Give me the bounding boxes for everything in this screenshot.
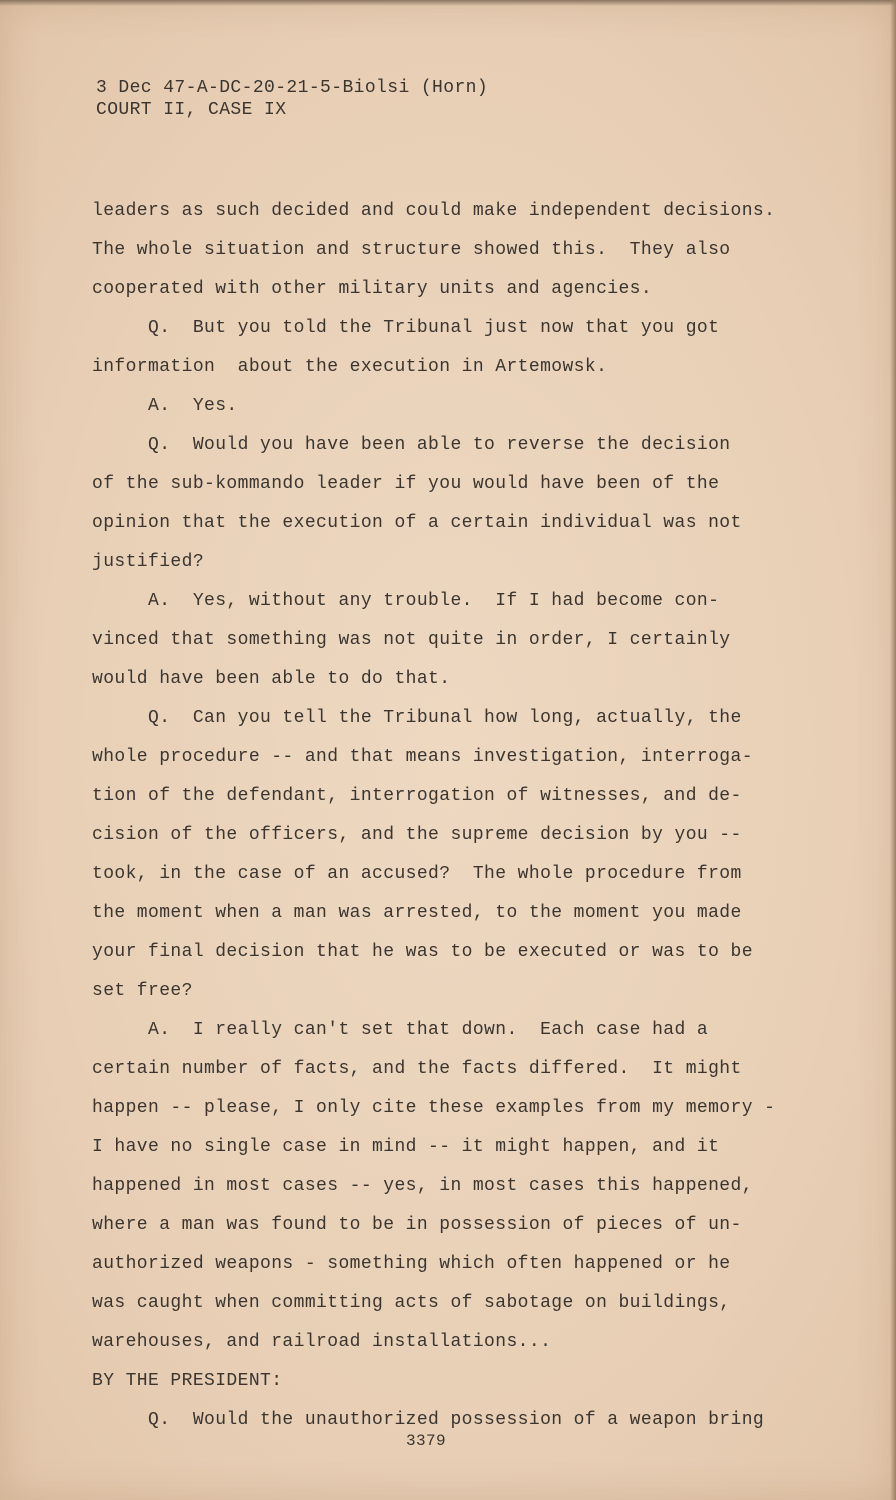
- transcript-line: of the sub-kommando leader if you would have been of the: [92, 474, 720, 494]
- transcript-line: whole procedure -- and that means investigation, interroga-: [92, 747, 753, 767]
- transcript-line: justified?: [92, 552, 205, 572]
- page-top-edge: [0, 0, 896, 6]
- page-number: 3379: [406, 1432, 447, 1450]
- transcript-line: the moment when a man was arrested, to the moment you made: [92, 903, 742, 923]
- transcript-line: I have no single case in mind -- it might happen, and it: [92, 1137, 720, 1157]
- transcript-line: set free?: [92, 981, 193, 1001]
- transcript-line: A. I really can't set that down. Each case had a: [92, 1020, 709, 1040]
- transcript-line: A. Yes, without any trouble. If I had become con-: [92, 591, 720, 611]
- transcript-line: authorized weapons - something which often happened or he: [92, 1254, 731, 1274]
- transcript-line: The whole situation and structure showed this. They also: [92, 240, 731, 260]
- transcript-line: took, in the case of an accused? The whole procedure from: [92, 864, 742, 884]
- transcript-line: would have been able to do that.: [92, 669, 451, 689]
- transcript-line: warehouses, and railroad installations...: [92, 1332, 552, 1352]
- transcript-line: Q. But you told the Tribunal just now that you got: [92, 318, 720, 338]
- transcript-line: A. Yes.: [92, 396, 238, 416]
- transcript-line: opinion that the execution of a certain individual was not: [92, 513, 742, 533]
- transcript-line: cision of the officers, and the supreme decision by you --: [92, 825, 742, 845]
- transcript-line: happened in most cases -- yes, in most cases this happened,: [92, 1176, 753, 1196]
- transcript-line: happen -- please, I only cite these examples from my memory -: [92, 1098, 776, 1118]
- header-court-case: COURT II, CASE IX: [96, 100, 287, 120]
- transcript-line: Q. Would you have been able to reverse the decision: [92, 435, 731, 455]
- transcript-line: information about the execution in Artemowsk.: [92, 357, 608, 377]
- transcript-line: where a man was found to be in possession of pieces of un-: [92, 1215, 742, 1235]
- header-reference: 3 Dec 47-A-DC-20-21-5-Biolsi (Horn): [96, 78, 489, 98]
- transcript-body: [92, 192, 775, 1440]
- document-header: [96, 77, 488, 121]
- transcript-line: cooperated with other military units and agencies.: [92, 279, 653, 299]
- transcript-line: Q. Can you tell the Tribunal how long, actually, the: [92, 708, 742, 728]
- transcript-line: vinced that something was not quite in order, I certainly: [92, 630, 731, 650]
- transcript-line: tion of the defendant, interrogation of witnesses, and de-: [92, 786, 742, 806]
- section-heading-by-the-president: BY THE PRESIDENT:: [92, 1371, 283, 1391]
- page-right-edge: [890, 0, 896, 1500]
- transcript-line: Q. Would the unauthorized possession of a weapon bring: [92, 1410, 765, 1430]
- transcript-line: leaders as such decided and could make independent decisions.: [92, 201, 776, 221]
- transcript-line: your final decision that he was to be executed or was to be: [92, 942, 753, 962]
- transcript-line: was caught when committing acts of sabotage on buildings,: [92, 1293, 731, 1313]
- transcript-line: certain number of facts, and the facts differed. It might: [92, 1059, 742, 1079]
